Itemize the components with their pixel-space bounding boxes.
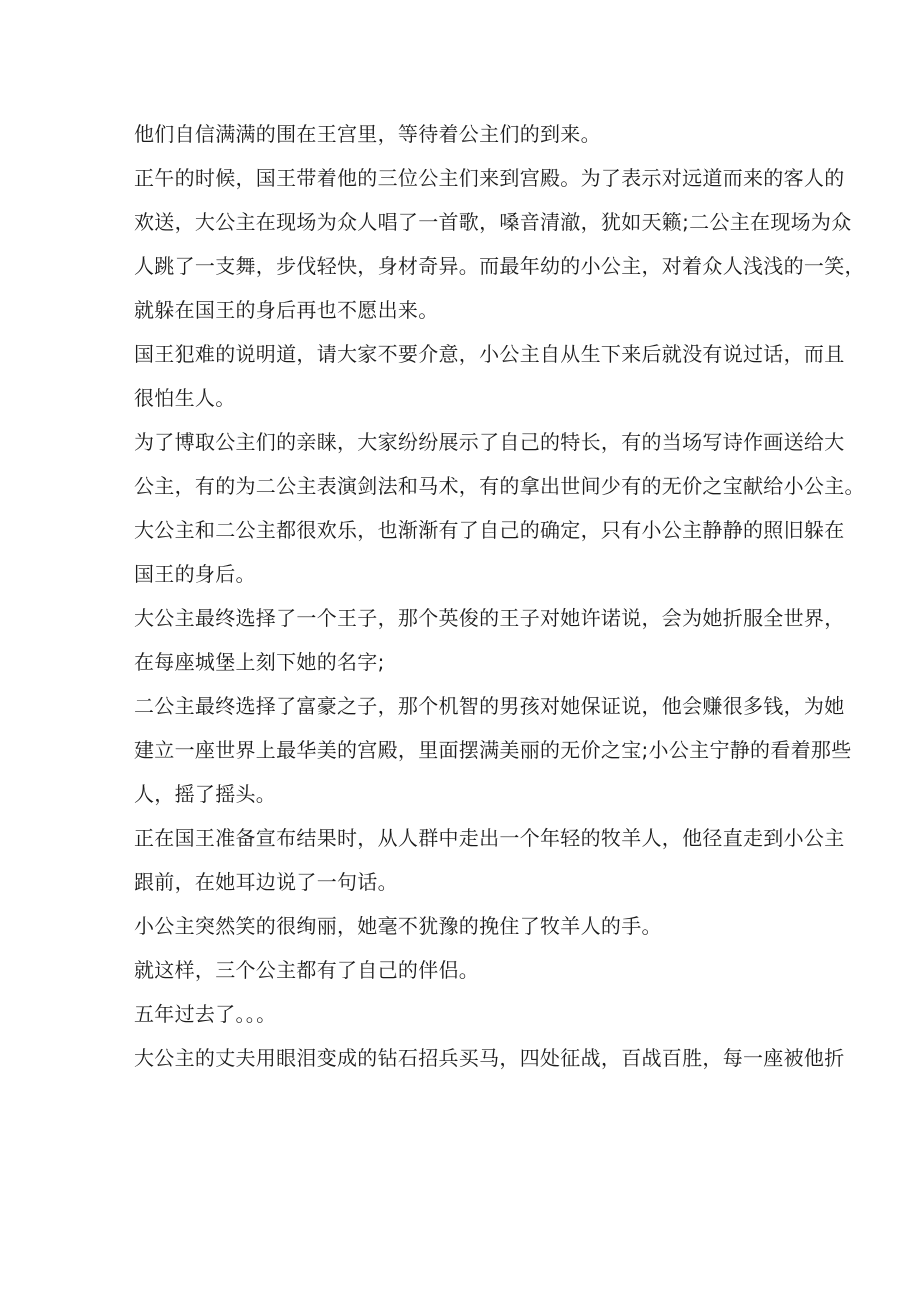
text-line: 人，摇了摇头。 xyxy=(134,782,277,806)
text-line: 国王的身后。 xyxy=(134,562,256,586)
text-line: 正午的时候，国王带着他的三位公主们来到宫殿。为了表示对远道而来的客人的 xyxy=(134,166,845,190)
text-line: 大公主和二公主都很欢乐，也渐渐有了自己的确定，只有小公主静静的照旧躲在 xyxy=(134,518,845,542)
text-line: 就这样，三个公主都有了自己的伴侣。 xyxy=(134,958,480,982)
text-line: 大公主最终选择了一个王子，那个英俊的王子对她许诺说，会为她折服全世界， xyxy=(134,606,845,630)
text-line: 人跳了一支舞，步伐轻快，身材奇异。而最年幼的小公主，对着众人浅浅的一笑， xyxy=(134,254,865,278)
text-line: 在每座城堡上刻下她的名字; xyxy=(134,650,385,674)
story-text xyxy=(134,112,865,1080)
text-line: 正在国王准备宣布结果时，从人群中走出一个年轻的牧羊人，他径直走到小公主 xyxy=(134,826,845,850)
text-line: 欢送，大公主在现场为众人唱了一首歌，嗓音清澈，犹如天籁;二公主在现场为众 xyxy=(134,210,852,234)
text-line: 公主，有的为二公主表演剑法和马术，有的拿出世间少有的无价之宝献给小公主。 xyxy=(134,474,865,498)
text-line: 五年过去了。。。 xyxy=(134,1002,277,1026)
text-line: 他们自信满满的围在王宫里，等待着公主们的到来。 xyxy=(134,122,601,146)
text-line: 很怕生人。 xyxy=(134,386,236,410)
text-line: 为了博取公主们的亲睐，大家纷纷展示了自己的特长，有的当场写诗作画送给大 xyxy=(134,430,845,454)
text-line: 大公主的丈夫用眼泪变成的钻石招兵买马，四处征战，百战百胜，每一座被他折 xyxy=(134,1046,845,1070)
text-line: 国王犯难的说明道，请大家不要介意，小公主自从生下来后就没有说过话，而且 xyxy=(134,342,845,366)
text-line: 建立一座世界上最华美的宫殿，里面摆满美丽的无价之宝;小公主宁静的看着那些 xyxy=(134,738,852,762)
text-line: 跟前，在她耳边说了一句话。 xyxy=(134,870,398,894)
text-line: 就躲在国王的身后再也不愿出来。 xyxy=(134,298,439,322)
text-line: 二公主最终选择了富豪之子，那个机智的男孩对她保证说，他会赚很多钱，为她 xyxy=(134,694,845,718)
text-line: 小公主突然笑的很绚丽，她毫不犹豫的挽住了牧羊人的手。 xyxy=(134,914,662,938)
